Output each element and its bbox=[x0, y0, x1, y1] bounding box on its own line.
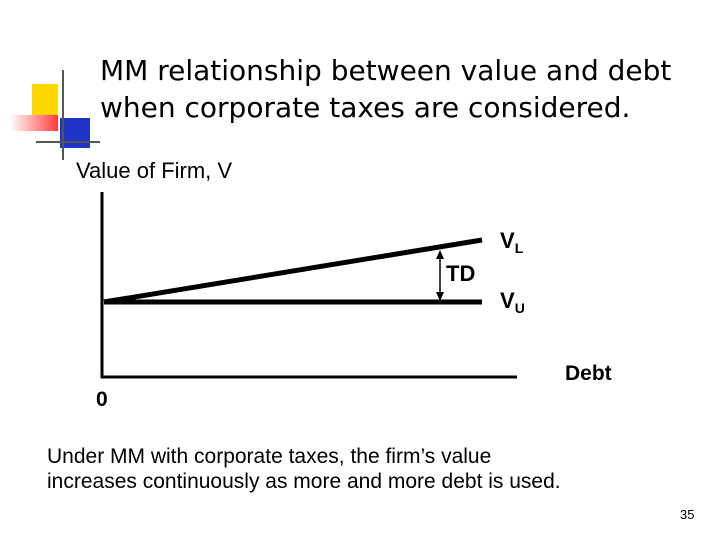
caption-line-1: Under MM with corporate taxes, the firm’s value bbox=[47, 445, 492, 468]
vl-line bbox=[104, 240, 482, 302]
page-number: 35 bbox=[680, 507, 695, 522]
title-line-2: when corporate taxes are considered. bbox=[100, 91, 631, 124]
td-label: TD bbox=[446, 261, 476, 286]
y-axis-label: Value of Firm, V bbox=[76, 158, 233, 183]
vu-label-main: V bbox=[500, 288, 515, 313]
vl-label-main: V bbox=[500, 228, 515, 253]
origin-label: 0 bbox=[96, 388, 108, 411]
caption-line-2: increases continuously as more and more debt is used. bbox=[47, 470, 561, 493]
x-axis-label: Debt bbox=[565, 362, 612, 385]
caption bbox=[47, 444, 561, 494]
vl-label bbox=[500, 228, 524, 256]
vu-label-sub: U bbox=[514, 300, 525, 316]
title-line-1: MM relationship between value and debt bbox=[100, 54, 672, 87]
vl-label-sub: L bbox=[514, 240, 524, 256]
vu-label bbox=[500, 288, 525, 316]
td-arrow bbox=[436, 250, 444, 301]
